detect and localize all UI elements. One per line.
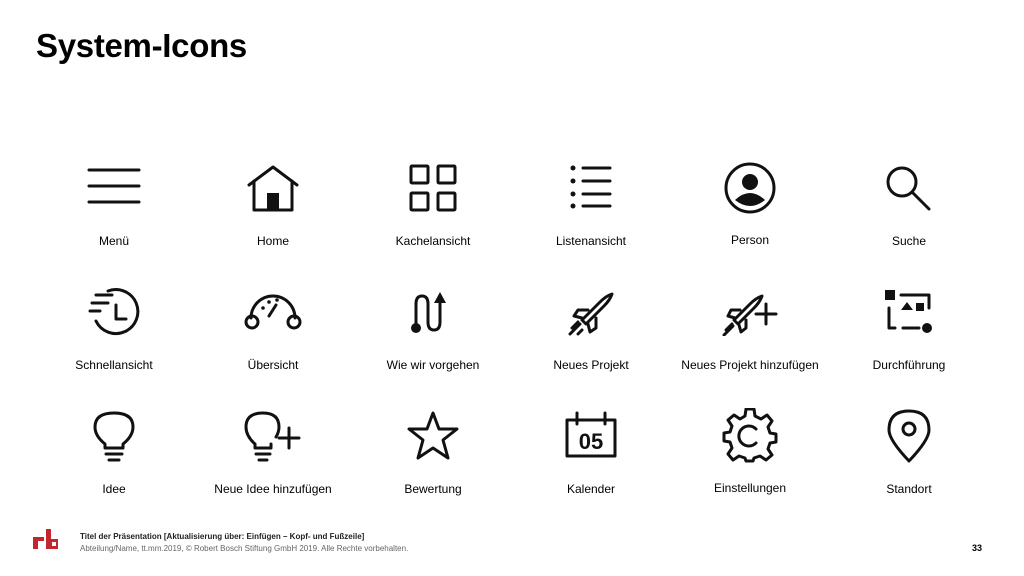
icon-label: Neues Projekt (553, 358, 629, 372)
icon-label: Kalender (566, 482, 616, 496)
icon-label: Menü (98, 234, 130, 248)
lightbulb-add-icon (243, 410, 303, 464)
location-pin-icon (885, 408, 933, 464)
search-icon (883, 163, 935, 215)
icon-label: Kachelansicht (395, 234, 471, 248)
rbs-logo-icon (33, 527, 63, 551)
list-view-icon (568, 163, 614, 211)
icon-label: Neues Projekt hinzufügen (681, 358, 819, 372)
quick-view-icon (86, 285, 142, 341)
footer-subtitle: Abteilung/Name, tt.mm.2019, © Robert Bosch Stiftung GmbH 2019. Alle Rechte vorbehalten. (80, 544, 409, 553)
icon-label: Wie wir vorgehen (386, 358, 480, 372)
page-number: 33 (972, 543, 983, 553)
rocket-add-icon (722, 290, 778, 336)
icon-label: Schnellansicht (75, 358, 153, 372)
how-we-proceed-icon (408, 288, 458, 338)
rocket-icon (566, 290, 616, 336)
icon-label: Home (256, 234, 289, 248)
gear-icon (722, 408, 778, 464)
icon-label: Durchführung (872, 358, 946, 372)
footer-title: Titel der Präsentation [Aktualisierung über: Einfügen – Kopf- und Fußzeile] (80, 532, 365, 541)
star-icon (405, 410, 461, 462)
overview-icon (243, 288, 303, 334)
icon-label: Übersicht (247, 358, 299, 372)
menu-icon (86, 163, 142, 209)
icon-label: Person (730, 233, 770, 247)
lightbulb-icon (91, 410, 137, 464)
calendar-icon (563, 410, 619, 460)
calendar-date-text: 05 (578, 429, 604, 454)
icon-label: Standort (886, 482, 932, 496)
execution-icon (883, 288, 935, 336)
icon-label: Listenansicht (555, 234, 627, 248)
icon-label: Neue Idee hinzufügen (214, 482, 332, 496)
icon-label: Idee (102, 482, 126, 496)
icon-label: Einstellungen (713, 481, 787, 495)
tile-view-icon (408, 163, 458, 213)
icon-label: Bewertung (404, 482, 462, 496)
person-icon (722, 160, 778, 216)
page-title: System-Icons (36, 27, 247, 64)
home-icon (245, 163, 301, 213)
icon-label: Suche (891, 234, 927, 248)
